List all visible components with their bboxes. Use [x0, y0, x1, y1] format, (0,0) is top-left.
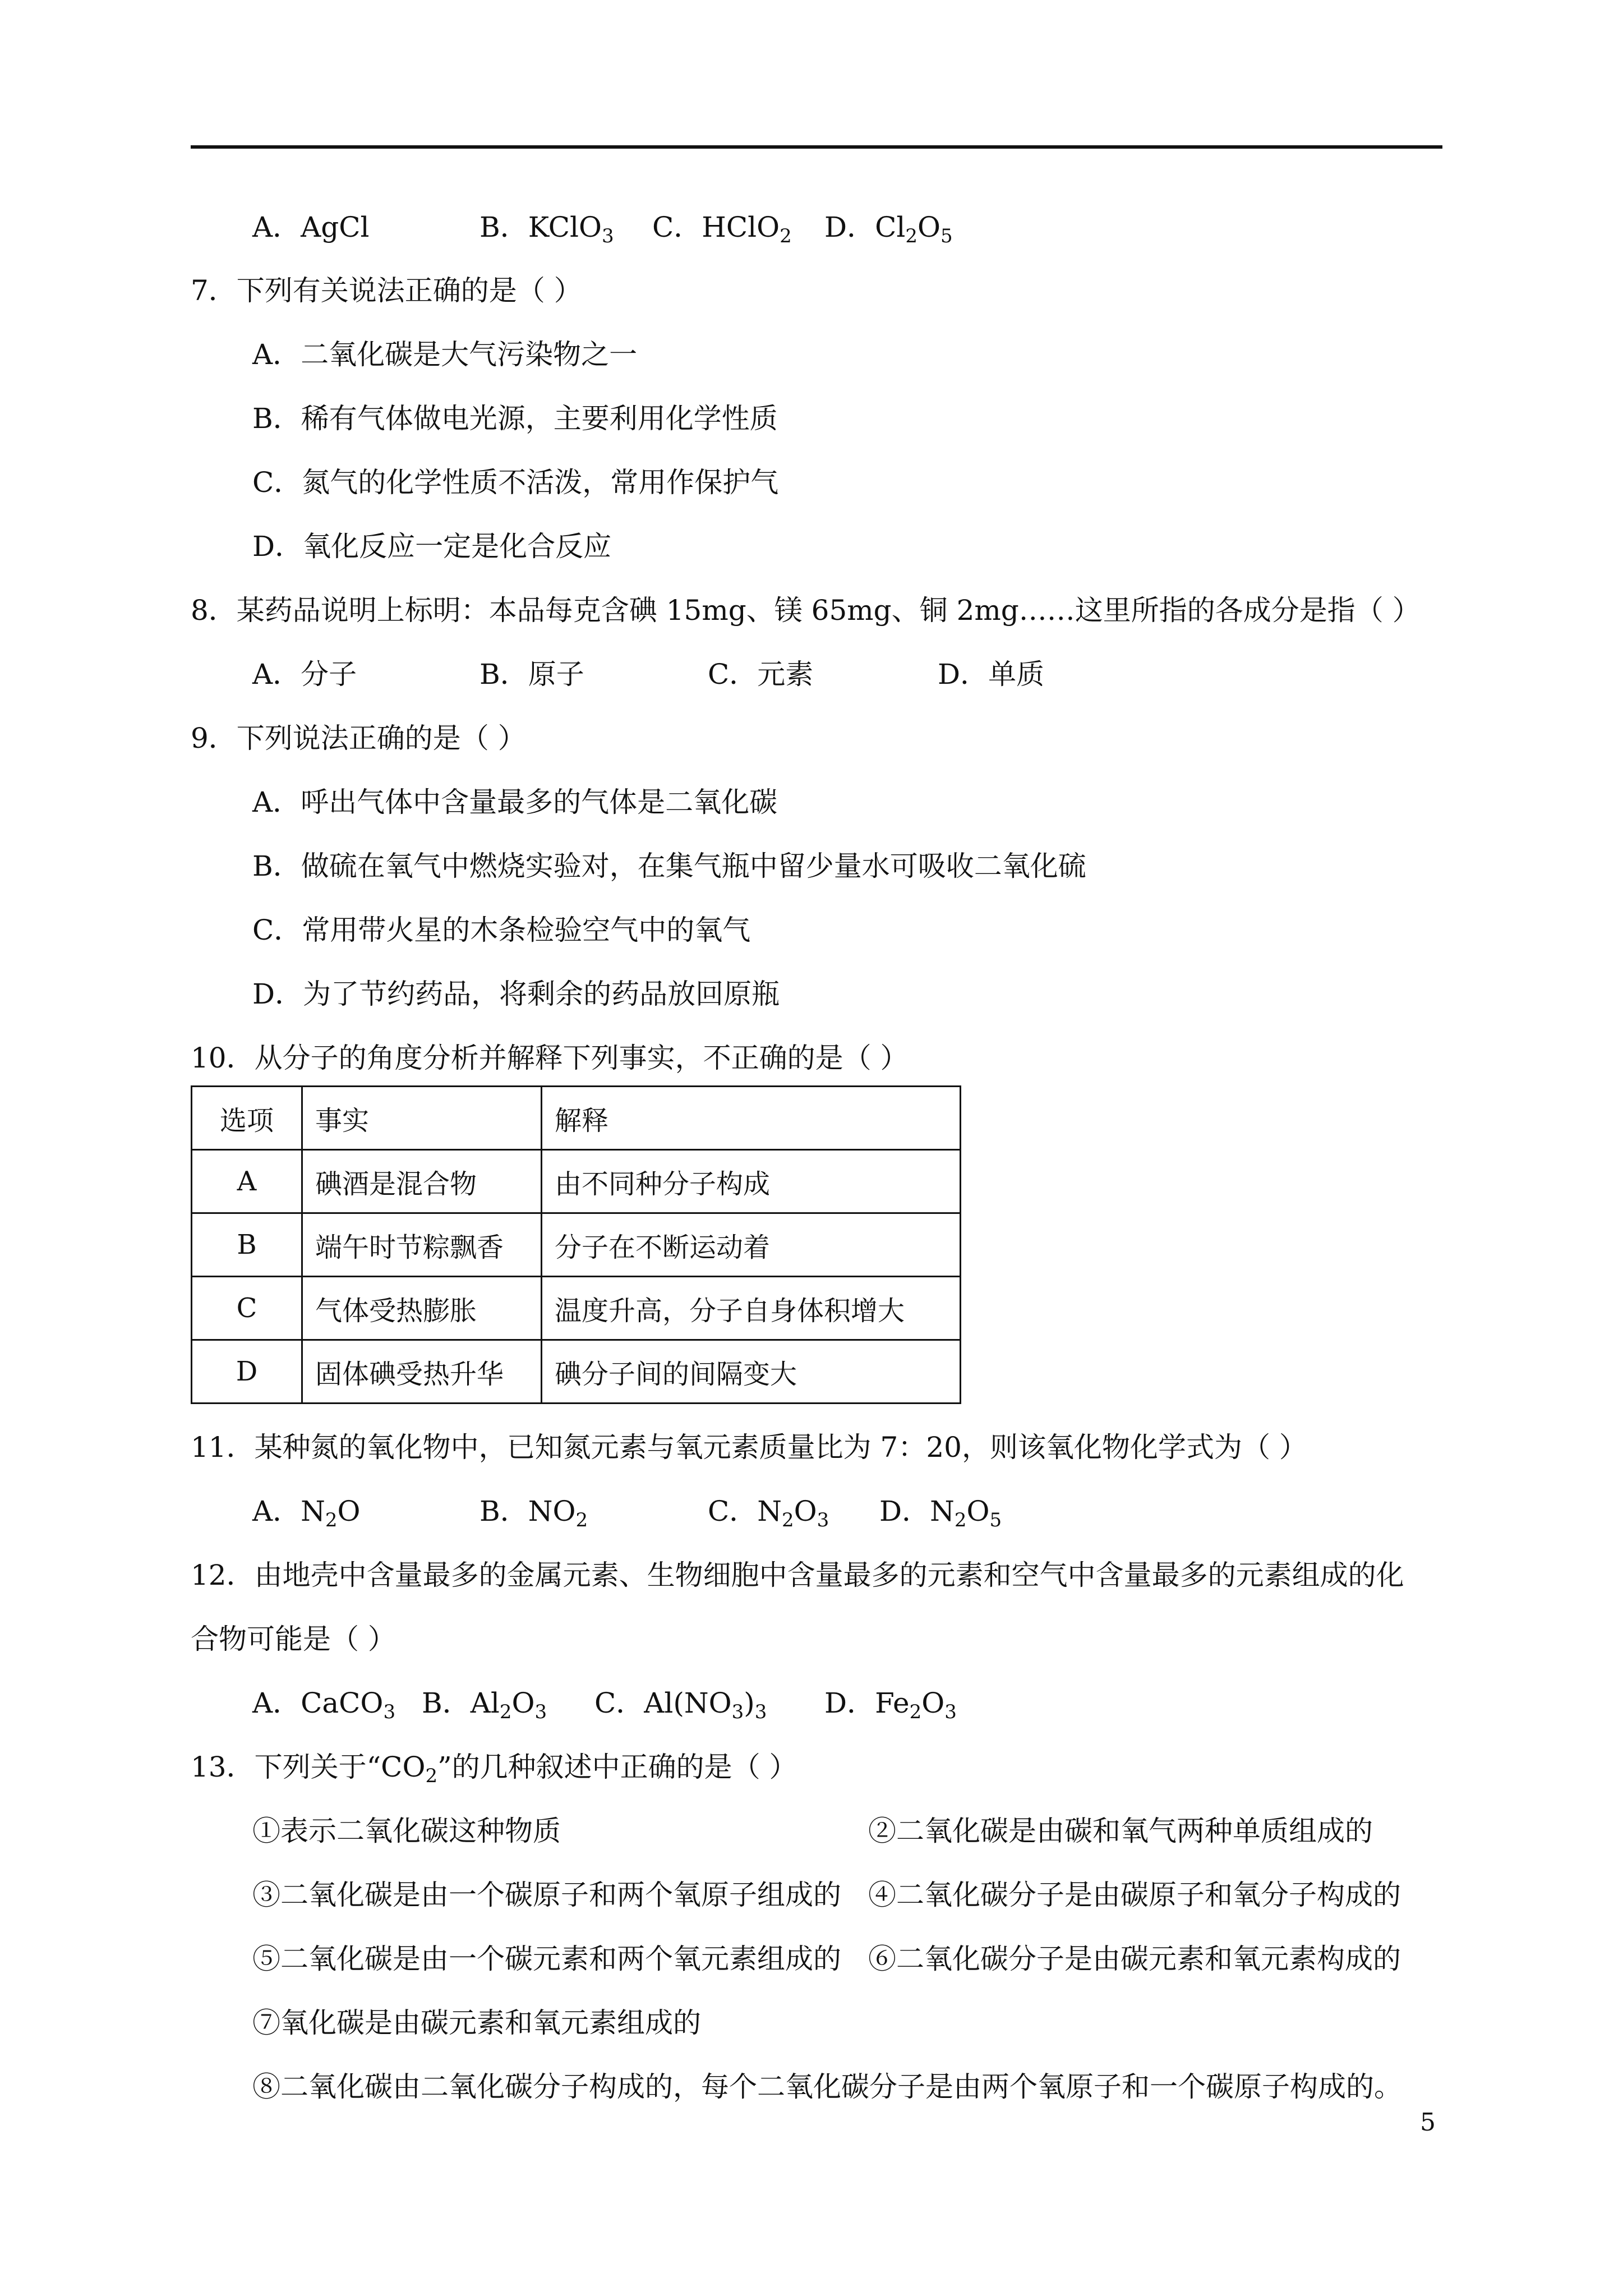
table-row [192, 1340, 961, 1404]
q8-option-c: C．元素 [708, 658, 814, 691]
q8-option-d: D．单质 [938, 658, 1045, 691]
q7-option-c: C．氮气的化学性质不活泼，常用作保护气 [252, 466, 779, 499]
q13-item-3: ③二氧化碳是由一个碳原子和两个氧原子组成的 [252, 1879, 841, 1911]
q13-item-5: ⑤二氧化碳是由一个碳元素和两个氧元素组成的 [252, 1943, 841, 1975]
table-row [192, 1213, 961, 1277]
q6-option-c: C．HClO$_2$ [652, 211, 792, 247]
page-number: 5 [1420, 2108, 1436, 2137]
table-cell: 碘分子间的间隔变大 [542, 1340, 961, 1404]
q13-stem: 13．下列关于“$CO_2$”的几种叙述中正确的是（ ） [191, 1751, 797, 1787]
q11-stem: 11．某种氮的氧化物中，已知氮元素与氧元素质量比为 7：20，则该氧化物化学式为（ ） [191, 1431, 1307, 1464]
table-cell: 碘酒是混合物 [302, 1150, 542, 1213]
table-cell: A [192, 1150, 302, 1213]
table-header-cell: 事实 [302, 1087, 542, 1150]
table-cell: 分子在不断运动着 [542, 1213, 961, 1277]
q8-option-a: A．分子 [252, 658, 357, 691]
q8-stem: 8．某药品说明上标明：本品每克含碘 15mg、镁 65mg、铜 2mg……这里所指的各成分是指（ ） [191, 594, 1421, 627]
q9-option-b: B．做硫在氧气中燃烧实验对，在集气瓶中留少量水可吸收二氧化硫 [252, 850, 1086, 882]
q7-option-b: B．稀有气体做电光源，主要利用化学性质 [252, 402, 778, 435]
q7-stem: 7．下列有关说法正确的是（ ） [191, 274, 582, 307]
q10-table [191, 1085, 961, 1404]
q12-option-c: C．$Al(NO_3)_3$ [594, 1687, 767, 1723]
table-cell: 固体碘受热升华 [302, 1340, 542, 1404]
table-header-cell: 解释 [542, 1087, 961, 1150]
table-cell: 气体受热膨胀 [302, 1277, 542, 1340]
q13-item-2: ②二氧化碳是由碳和氧气两种单质组成的 [868, 1815, 1373, 1847]
table-cell: 端午时节粽飘香 [302, 1213, 542, 1277]
q12-stem-line2: 合物可能是（ ） [191, 1623, 396, 1655]
header-rule [191, 145, 1442, 149]
q13-item-1: ①表示二氧化碳这种物质 [252, 1815, 561, 1847]
q7-option-d: D．氧化反应一定是化合反应 [252, 530, 612, 563]
table-header-row [192, 1087, 961, 1150]
q6-option-a: A．AgCl [252, 211, 370, 243]
q7-option-a: A．二氧化碳是大气污染物之一 [252, 338, 638, 371]
q12-option-b: B．$Al_2O_3$ [422, 1687, 547, 1723]
q12-option-d: D．$Fe_2O_3$ [824, 1687, 957, 1723]
q12-option-a: A．CaCO$_3$ [252, 1687, 396, 1723]
q9-option-a: A．呼出气体中含量最多的气体是二氧化碳 [252, 786, 778, 818]
table-cell: B [192, 1213, 302, 1277]
q11-option-b: B．$NO_2$ [479, 1495, 588, 1531]
q6-option-b: B．KClO$_3$ [479, 211, 614, 247]
q9-option-c: C．常用带火星的木条检验空气中的氧气 [252, 914, 751, 946]
table-row [192, 1277, 961, 1340]
q10-stem: 10．从分子的角度分析并解释下列事实，不正确的是（ ） [191, 1042, 909, 1074]
q9-option-d: D．为了节约药品，将剩余的药品放回原瓶 [252, 978, 780, 1010]
table-cell: 由不同种分子构成 [542, 1150, 961, 1213]
q11-option-a: A．$N_2O$ [252, 1495, 361, 1531]
table-cell: 温度升高，分子自身体积增大 [542, 1277, 961, 1340]
table-header-cell: 选项 [192, 1087, 302, 1150]
q13-item-7: ⑦氧化碳是由碳元素和氧元素组成的 [252, 2007, 701, 2039]
q12-stem-line1: 12．由地壳中含量最多的金属元素、生物细胞中含量最多的元素和空气中含量最多的元素组成的化 [191, 1559, 1404, 1591]
q13-item-6: ⑥二氧化碳分子是由碳元素和氧元素构成的 [868, 1943, 1401, 1975]
table-row [192, 1150, 961, 1213]
q6-option-d: D．$Cl_2O_5$ [824, 211, 953, 247]
q13-item-8: ⑧二氧化碳由二氧化碳分子构成的，每个二氧化碳分子是由两个氧原子和一个碳原子构成的。 [252, 2070, 1402, 2103]
q8-option-b: B．原子 [479, 658, 584, 691]
q9-stem: 9．下列说法正确的是（ ） [191, 722, 526, 754]
table-cell: D [192, 1340, 302, 1404]
table-cell: C [192, 1277, 302, 1340]
q11-option-d: D．$N_2O_5$ [879, 1495, 1002, 1531]
q13-item-4: ④二氧化碳分子是由碳原子和氧分子构成的 [868, 1879, 1401, 1911]
q11-option-c: C．$N_2O_3$ [708, 1495, 829, 1531]
